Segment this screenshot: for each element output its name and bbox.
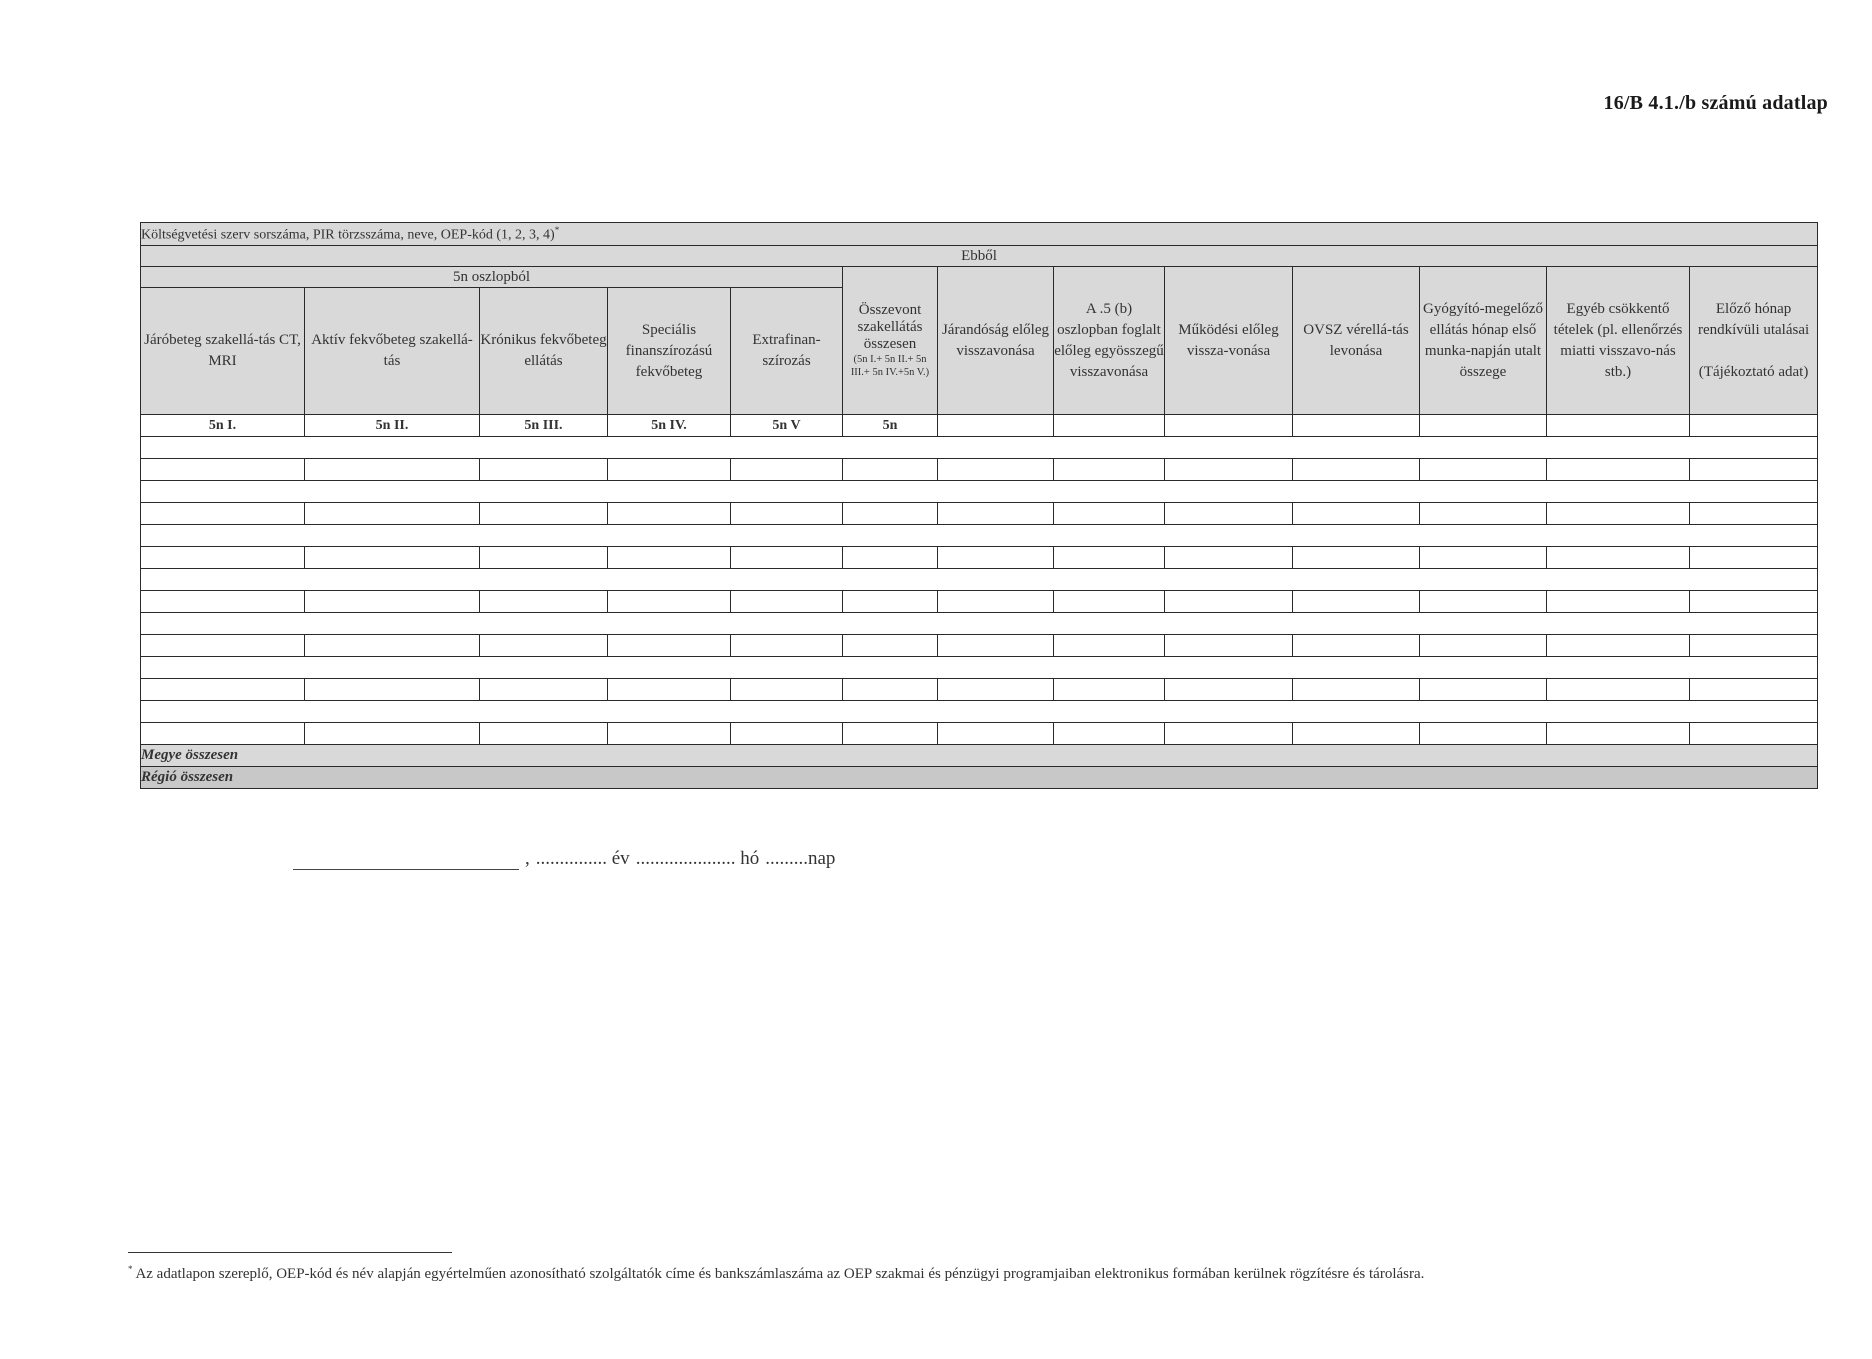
ebbol-header: Ebből (141, 246, 1818, 267)
footnote-text: Az adatlapon szereplő, OEP-kód és név alapján egyértelműen azonosítható szolgáltatók címe és bankszámlaszáma az OEP szakmai és pénzügyi programjaiban elektronikus formában kerülnek rögzítésre és tárolásra. (135, 1266, 1425, 1282)
col-code: 5n V (731, 415, 843, 437)
data-table-wrapper (140, 222, 1817, 789)
table-row (141, 591, 1818, 613)
col-code (1690, 415, 1818, 437)
col-code (938, 415, 1054, 437)
col-code (1165, 415, 1293, 437)
col-code: 5n I. (141, 415, 305, 437)
col-header-mukodesi: Működési előleg vissza-vonása (1165, 267, 1293, 415)
footnote-mark: * (128, 1264, 133, 1274)
table-row (141, 547, 1818, 569)
col-header-jarandosag: Járandóság előleg visszavonása (938, 267, 1054, 415)
col-header-specialis: Speciális finanszírozású fekvőbeteg (608, 288, 731, 415)
institution-row[interactable] (141, 657, 1818, 679)
col-header-gyogyito: Gyógyító-megelőző ellátás hónap első munka-napján utalt összege (1420, 267, 1547, 415)
footnote (128, 1264, 1424, 1283)
institution-row[interactable] (141, 437, 1818, 459)
institution-row[interactable] (141, 569, 1818, 591)
table-title: Költségvetési szerv sorszáma, PIR törzsszáma, neve, OEP-kód (1, 2, 3, 4)* (141, 223, 1818, 246)
table-row (141, 679, 1818, 701)
institution-row[interactable] (141, 701, 1818, 723)
year-field[interactable]: ............... év (535, 848, 630, 869)
col-header-egyeb: Egyéb csökkentő tételek (pl. ellenőrzés miatti visszavo-nás stb.) (1547, 267, 1690, 415)
day-field[interactable]: .........nap (765, 848, 836, 869)
month-field[interactable]: ..................... hó (635, 848, 760, 869)
footnote-divider (128, 1252, 452, 1253)
col-code (1293, 415, 1420, 437)
date-separator: , (525, 848, 530, 869)
col-code: 5n IV. (608, 415, 731, 437)
col-header-extrafin: Extrafinan-szírozás (731, 288, 843, 415)
date-line (293, 848, 835, 870)
place-field[interactable] (293, 849, 519, 870)
table-row (141, 459, 1818, 481)
col-header-5b-visszavonas: A .5 (b) oszlopban foglalt előleg egyösszegű visszavonása (1054, 267, 1165, 415)
col-header-aktiv: Aktív fekvőbeteg szakellá-tás (305, 288, 480, 415)
form-id: 16/B 4.1./b számú adatlap (1603, 92, 1828, 114)
col-code: 5n III. (480, 415, 608, 437)
col-header-kronikus: Krónikus fekvőbeteg ellátás (480, 288, 608, 415)
col-header-elozo-honap: Előző hónap rendkívüli utalásai (Tájékoztató adat) (1690, 267, 1818, 415)
column-code-row (141, 415, 1818, 437)
col-code (1547, 415, 1690, 437)
institution-row[interactable] (141, 613, 1818, 635)
col-code: 5n II. (305, 415, 480, 437)
table-row (141, 635, 1818, 657)
institution-row[interactable] (141, 525, 1818, 547)
data-table (140, 222, 1818, 789)
col-header-5n: Összevont szakellátás összesen (5n I.+ 5n II.+ 5n III.+ 5n IV.+5n V.) (843, 267, 938, 415)
region-total-row: Régió összesen (141, 767, 1818, 789)
col-code (1054, 415, 1165, 437)
table-row (141, 503, 1818, 525)
col-header-ovsz: OVSZ vérellá-tás levonása (1293, 267, 1420, 415)
col-code (1420, 415, 1547, 437)
table-row (141, 723, 1818, 745)
col-header-jarobeteg: Járóbeteg szakellá-tás CT, MRI (141, 288, 305, 415)
col-code: 5n (843, 415, 938, 437)
institution-row[interactable] (141, 481, 1818, 503)
county-total-row: Megye összesen (141, 745, 1818, 767)
group-5n-header: 5n oszlopból (141, 267, 843, 288)
